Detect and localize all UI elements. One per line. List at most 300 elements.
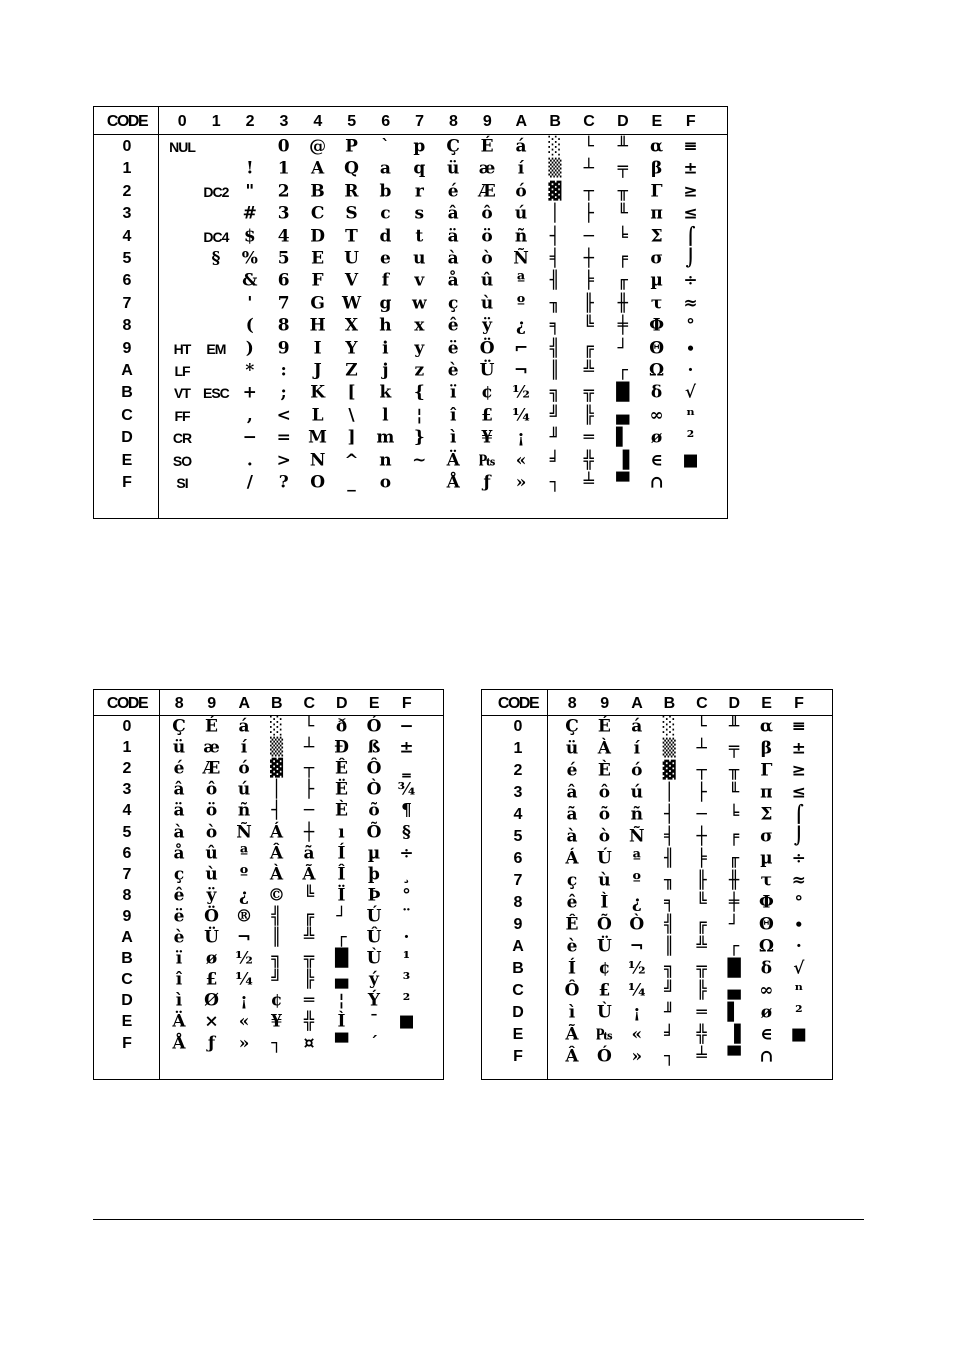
char-cell: ¡: [517, 427, 525, 448]
row-header: A: [121, 362, 133, 379]
char-cell: ⌐: [513, 338, 529, 359]
char-cell: ■: [398, 1011, 415, 1032]
char-cell: └: [696, 716, 707, 737]
char-cell: L: [311, 405, 324, 426]
char-cell: ╞: [696, 848, 707, 869]
char-cell: ´: [369, 1033, 379, 1053]
char-cell: █: [616, 382, 630, 403]
char-cell: ¼: [235, 969, 253, 990]
char-cell: ): [245, 338, 254, 359]
row-header: E: [512, 1026, 524, 1043]
row-header: A: [512, 938, 524, 955]
char-cell: ?: [278, 472, 289, 493]
char-cell: m: [376, 427, 395, 448]
char-cell: ∙: [794, 914, 804, 935]
char-cell: ▄: [616, 405, 630, 426]
char-cell: Æ: [202, 758, 221, 779]
char-cell: ü: [565, 738, 579, 759]
row-header: 6: [122, 272, 132, 290]
char-cell: DC4: [203, 228, 229, 245]
char-cell: x: [414, 315, 425, 336]
char-cell: ┬: [583, 181, 594, 202]
char-cell: 4: [277, 226, 290, 247]
column-header: 8: [448, 112, 458, 130]
char-cell: ╗: [664, 958, 675, 979]
char-cell: þ: [368, 864, 380, 885]
char-cell: ╜: [664, 1002, 675, 1023]
char-cell: V: [344, 270, 359, 291]
char-cell: Ò: [629, 914, 645, 935]
char-cell: ©: [268, 885, 285, 906]
char-cell: O: [310, 472, 325, 493]
char-cell: Ò: [366, 779, 382, 800]
char-cell: ·: [403, 927, 410, 948]
char-cell: ▄: [334, 969, 349, 990]
char-cell: ▌: [727, 1002, 741, 1023]
char-cell: ç: [448, 293, 459, 314]
char-cell: Y: [345, 338, 358, 359]
char-cell: ╫: [617, 293, 628, 314]
char-cell: Ý: [367, 990, 381, 1011]
char-cell: NUL: [169, 139, 195, 155]
char-cell: Ï: [337, 885, 346, 906]
char-cell: δ: [760, 958, 773, 979]
column-header: 4: [313, 112, 322, 130]
char-cell: Γ: [650, 181, 663, 202]
row-header: 2: [513, 762, 523, 779]
char-cell: Φ: [758, 892, 774, 913]
char-cell: ┼: [583, 248, 594, 269]
row-header: A: [121, 929, 133, 946]
char-cell: ä: [173, 800, 185, 821]
char-cell: ║: [271, 927, 282, 948]
char-cell: Ç: [565, 716, 579, 737]
char-cell: G: [310, 293, 325, 314]
char-cell: ╟: [583, 293, 594, 314]
char-cell: _: [347, 472, 356, 493]
char-cell: ▐: [616, 450, 630, 471]
char-cell: HT: [173, 340, 191, 357]
char-cell: ∈: [650, 450, 663, 471]
char-cell: ç: [173, 864, 185, 885]
char-cell: {: [413, 382, 425, 403]
char-cell: Ñ: [629, 826, 645, 847]
char-cell: ╙: [728, 782, 740, 803]
row-header: 0: [513, 718, 523, 735]
char-cell: ∞: [759, 980, 774, 1001]
char-cell: ÿ: [482, 315, 493, 336]
char-cell: Σ: [650, 226, 663, 247]
char-cell: ░: [548, 136, 562, 157]
row-header: 3: [513, 784, 523, 801]
char-cell: T: [345, 226, 358, 247]
char-cell: â: [566, 782, 578, 803]
char-cell: §: [402, 822, 411, 842]
char-cell: 8: [277, 315, 290, 336]
column-header: A: [515, 112, 527, 130]
char-cell: ╚: [696, 892, 707, 913]
char-cell: ┐: [549, 472, 561, 493]
char-cell: @: [309, 136, 327, 157]
char-cell: [: [347, 382, 356, 403]
row-header: 5: [122, 823, 132, 841]
char-cell: ╣: [271, 906, 282, 927]
char-cell: 6: [277, 270, 290, 291]
char-cell: ±: [683, 158, 698, 179]
char-cell: µ: [650, 270, 663, 291]
char-cell: │: [664, 782, 675, 803]
char-cell: ï: [449, 382, 457, 403]
char-cell: ÷: [399, 843, 414, 864]
char-cell: ú: [514, 203, 528, 224]
char-cell: ∩: [759, 1046, 774, 1067]
char-cell: é: [566, 760, 578, 781]
column-header: C: [696, 694, 708, 712]
char-cell: ╦: [583, 382, 594, 403]
char-cell: ·: [687, 360, 694, 381]
char-cell: −: [399, 716, 414, 737]
char-cell: Ô: [564, 980, 580, 1001]
char-cell: D: [310, 226, 325, 247]
char-cell: ê: [173, 885, 185, 906]
char-cell: ╩: [583, 360, 594, 381]
char-cell: SI: [176, 475, 188, 491]
char-cell: β: [760, 738, 773, 759]
char-cell: ┤: [549, 226, 561, 247]
char-cell: ì: [175, 990, 183, 1011]
column-header: D: [335, 694, 348, 712]
char-cell: ╪: [617, 315, 628, 336]
row-header: C: [121, 406, 133, 424]
char-cell: Φ: [649, 315, 664, 336]
char-cell: ┴: [303, 737, 315, 758]
char-cell: █: [727, 958, 741, 979]
char-cell: ¤: [303, 1033, 315, 1053]
char-cell: τ: [650, 293, 663, 314]
char-cell: ¹: [402, 948, 411, 969]
row-header: 8: [122, 317, 132, 335]
char-cell: e: [379, 248, 391, 269]
char-cell: d: [379, 226, 392, 247]
char-cell: ¾: [397, 779, 416, 800]
char-cell: ¦: [338, 990, 345, 1011]
char-cell: ╩: [303, 927, 315, 948]
char-cell: Î: [337, 864, 346, 885]
row-header: 2: [122, 182, 132, 200]
char-cell: ì: [449, 427, 457, 448]
header-row: [94, 107, 727, 135]
column-header: B: [270, 694, 283, 712]
char-cell: w: [411, 293, 427, 314]
row-header: 3: [122, 781, 132, 799]
char-cell: î: [175, 969, 183, 990]
char-cell: /: [246, 472, 253, 493]
char-cell: i: [382, 338, 389, 359]
char-cell: −: [242, 427, 257, 448]
char-cell: A: [310, 158, 325, 179]
char-cell: â: [173, 779, 185, 800]
char-cell: I: [313, 338, 322, 359]
char-cell: ª: [516, 270, 526, 291]
char-cell: ý: [369, 969, 379, 990]
char-cell: \: [348, 405, 355, 426]
footer-rule: [93, 1219, 864, 1220]
char-cell: ¿: [516, 315, 526, 336]
char-cell: ▀: [616, 472, 630, 493]
code-table-upper-left: [93, 689, 444, 1080]
char-cell: ^: [344, 450, 359, 471]
char-cell: ╒: [728, 826, 740, 847]
char-cell: DC2: [203, 183, 229, 200]
column-header: 2: [245, 112, 254, 130]
char-cell: ▐: [727, 1024, 741, 1045]
char-cell: ▄: [727, 980, 741, 1001]
char-cell: ≥: [791, 760, 806, 781]
char-cell: ≡: [791, 716, 806, 737]
row-header: 5: [513, 828, 523, 845]
char-cell: ñ: [237, 800, 251, 821]
column-header: 6: [381, 112, 390, 130]
char-cell: Ã: [302, 864, 316, 885]
char-cell: EM: [206, 340, 226, 357]
char-cell: ã: [566, 804, 578, 825]
code-table-upper-right: [481, 689, 833, 1080]
char-cell: ╢: [664, 848, 675, 869]
char-cell: ┘: [617, 338, 628, 359]
char-cell: »: [515, 472, 527, 493]
char-cell: ‗: [402, 758, 411, 779]
char-cell: └: [303, 716, 315, 737]
char-cell: õ: [598, 804, 611, 825]
char-cell: ¢: [598, 958, 611, 979]
char-cell: ╠: [696, 980, 707, 1001]
char-cell: ▓: [548, 181, 562, 202]
char-cell: 3: [277, 203, 290, 224]
char-cell: Θ: [649, 338, 664, 359]
column-header: C: [303, 694, 315, 712]
row-header: D: [121, 992, 133, 1010]
char-cell: È: [597, 760, 611, 781]
char-cell: û: [205, 843, 218, 864]
char-cell: Ñ: [236, 822, 252, 842]
char-cell: σ: [760, 826, 773, 847]
char-cell: │: [549, 203, 561, 224]
char-cell: ╡: [664, 826, 675, 847]
row-header: 0: [122, 138, 132, 155]
char-cell: c: [380, 203, 391, 224]
char-cell: Ω: [758, 936, 774, 957]
char-cell: û: [480, 270, 494, 291]
row-header: 6: [122, 844, 132, 862]
char-cell: ╬: [583, 450, 594, 471]
char-cell: Ö: [479, 338, 495, 359]
char-cell: 1: [277, 158, 290, 179]
char-cell: »: [238, 1033, 250, 1053]
char-cell: ð: [335, 716, 348, 737]
char-cell: Ì: [337, 1011, 346, 1032]
char-cell: Þ: [367, 885, 381, 906]
char-cell: ø: [760, 1002, 773, 1023]
row-header: C: [512, 982, 524, 999]
char-cell: °: [402, 885, 411, 906]
row-header: 6: [513, 850, 523, 867]
char-cell: U: [344, 248, 359, 269]
char-cell: ╦: [696, 958, 707, 979]
char-cell: á: [631, 716, 643, 737]
char-cell: ╘: [728, 804, 740, 825]
char-cell: ├: [583, 203, 594, 224]
char-cell: ë: [447, 338, 459, 359]
row-header: 2: [122, 760, 132, 778]
char-cell: ≡: [683, 136, 698, 157]
char-cell: Ö: [204, 906, 219, 927]
char-cell: ╡: [549, 248, 561, 269]
char-cell: VT: [174, 385, 190, 402]
code-label: CODE: [106, 112, 148, 130]
char-cell: v: [414, 270, 425, 291]
char-cell: ç: [566, 870, 578, 891]
char-cell: √: [793, 958, 805, 979]
char-cell: `: [381, 136, 390, 157]
char-cell: ¨: [402, 906, 411, 927]
char-cell: ±: [399, 737, 414, 758]
char-cell: 9: [277, 338, 290, 359]
char-cell: á: [238, 716, 250, 737]
char-cell: ú: [237, 779, 251, 800]
char-cell: ┤: [271, 800, 282, 821]
char-cell: !: [246, 158, 254, 179]
row-header: 9: [122, 339, 132, 357]
char-cell: F: [311, 270, 324, 291]
char-cell: µ: [760, 848, 773, 869]
char-cell: ┘: [728, 914, 740, 935]
char-cell: ╣: [664, 914, 675, 935]
char-cell: «: [238, 1011, 250, 1032]
char-cell: ı: [338, 822, 345, 842]
row-header: F: [513, 1048, 523, 1065]
char-cell: Õ: [366, 822, 382, 842]
char-cell: È: [335, 800, 348, 821]
char-cell: Z: [345, 360, 358, 381]
char-cell: ø: [205, 948, 218, 969]
char-cell: ║: [664, 936, 675, 957]
char-cell: y: [414, 338, 425, 359]
char-cell: ô: [598, 782, 611, 803]
char-cell: ü: [447, 158, 460, 179]
char-cell: ■: [682, 450, 699, 471]
char-cell: ½: [512, 382, 530, 403]
char-cell: ╓: [617, 270, 628, 291]
char-cell: R: [344, 181, 359, 202]
char-cell: ²: [402, 990, 411, 1011]
char-cell: ≤: [683, 203, 698, 224]
char-cell: ⌠: [793, 804, 804, 825]
char-cell: Ú: [366, 906, 382, 927]
char-cell: ù: [598, 870, 611, 891]
column-header: 9: [482, 112, 492, 130]
char-cell: ┘: [336, 906, 347, 927]
code-table-full: [93, 106, 728, 519]
char-cell: ╞: [583, 270, 594, 291]
row-header: 1: [513, 740, 523, 757]
column-header: B: [663, 694, 675, 712]
char-cell: Θ: [758, 914, 774, 935]
char-cell: SO: [172, 452, 192, 469]
column-header: F: [685, 112, 696, 130]
char-cell: h: [379, 315, 392, 336]
char-cell: ¬: [236, 927, 252, 948]
char-cell: ∩: [649, 472, 664, 493]
char-cell: å: [447, 270, 459, 291]
char-cell: ®: [235, 906, 253, 927]
char-cell: ╓: [728, 848, 740, 869]
char-cell: ó: [238, 758, 250, 779]
char-cell: %: [241, 248, 258, 269]
char-cell: ░: [269, 716, 284, 737]
char-cell: ¼: [627, 980, 646, 1001]
char-cell: ø: [650, 427, 663, 448]
char-cell: u: [413, 248, 426, 269]
char-cell: ": [245, 181, 255, 202]
char-cell: ╒: [617, 248, 628, 269]
char-cell: º: [632, 870, 642, 891]
char-cell: Ù: [366, 948, 382, 969]
char-cell: ó: [631, 760, 643, 781]
char-cell: ╚: [303, 885, 315, 906]
char-cell: α: [759, 716, 773, 737]
char-cell: ≥: [683, 181, 698, 202]
char-cell: ≈: [791, 870, 806, 891]
char-cell: ¥: [270, 1011, 283, 1032]
char-cell: ▓: [662, 760, 676, 781]
char-cell: █: [334, 948, 349, 969]
char-cell: Â: [269, 843, 284, 864]
char-cell: é: [447, 181, 459, 202]
char-cell: E: [311, 248, 325, 269]
char-cell: ╝: [664, 980, 675, 1001]
char-cell: ┌: [336, 927, 347, 948]
char-cell: ┼: [303, 822, 315, 842]
char-cell: └: [583, 136, 594, 157]
char-cell: f: [381, 270, 390, 291]
char-cell: «: [515, 450, 527, 471]
char-cell: W: [341, 293, 362, 314]
char-cell: ╧: [696, 1046, 707, 1067]
char-cell: Õ: [596, 914, 612, 935]
char-cell: #: [242, 203, 257, 224]
char-cell: À: [597, 738, 611, 759]
char-cell: £: [205, 969, 218, 990]
char-cell: ⌡: [793, 826, 804, 847]
char-cell: ▌: [616, 427, 630, 448]
char-cell: ~: [412, 450, 427, 471]
column-header: 8: [567, 694, 577, 712]
char-cell: ╙: [617, 203, 628, 224]
char-cell: ƒ: [207, 1033, 216, 1053]
char-cell: ╣: [549, 338, 561, 359]
char-cell: ▓: [269, 758, 284, 779]
char-cell: ò: [481, 248, 493, 269]
char-cell: ¸: [402, 864, 411, 885]
char-cell: ê: [447, 315, 459, 336]
row-header: 1: [122, 739, 132, 757]
char-cell: LF: [174, 363, 190, 379]
char-cell: ├: [303, 779, 315, 800]
char-cell: S: [345, 203, 358, 224]
char-cell: à: [173, 822, 185, 842]
char-cell: ½: [235, 948, 253, 969]
column-header: 8: [174, 694, 184, 712]
